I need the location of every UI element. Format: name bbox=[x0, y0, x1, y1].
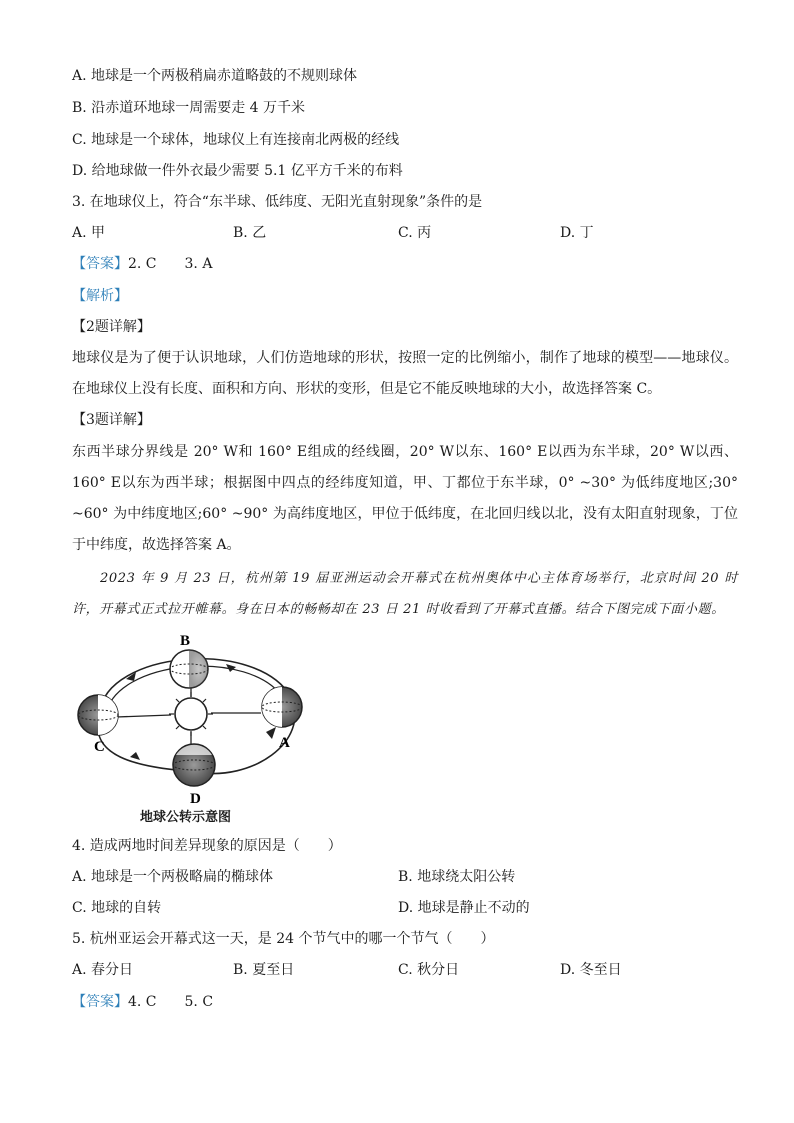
q2-option-d: D. 给地球做一件外衣最少需要 5.1 亿平方千米的布料 bbox=[72, 163, 403, 179]
intro-paragraph: 2023 年 9 月 23 日，杭州第 19 届亚洲运动会开幕式在杭州奥体中心主体育场举行，北京时间 20 时许，开幕式正式拉开帷幕。身在日本的畅畅却在 23 日 21 时收看到了开幕式直播。结合下图完成下面小题。 bbox=[72, 571, 738, 617]
q2-option-c: C. 地球是一个球体，地球仪上有连接南北两极的经线 bbox=[72, 132, 400, 148]
q5-stem: 5. 杭州亚运会开幕式这一天，是 24 个节气中的哪一个节气（ ） bbox=[72, 931, 495, 947]
earth-a bbox=[262, 687, 302, 727]
label-a: A bbox=[279, 735, 290, 751]
q2-option-b: B. 沿赤道环地球一周需要走 4 万千米 bbox=[72, 100, 305, 116]
answer-tag: 【答案】 bbox=[72, 994, 128, 1010]
q5-option-b: B. 夏至日 bbox=[233, 962, 295, 978]
detail-3-tag: 【3题详解】 bbox=[72, 412, 151, 428]
answer-text: 4. C 5. C bbox=[128, 994, 214, 1010]
figure-caption: 地球公转示意图 bbox=[140, 810, 232, 825]
q3-stem: 3. 在地球仪上，符合“东半球、低纬度、无阳光直射现象”条件的是 bbox=[72, 194, 483, 210]
q5-option-d: D. 冬至日 bbox=[560, 962, 622, 978]
label-d: D bbox=[190, 791, 201, 807]
q3-option-d: D. 丁 bbox=[560, 225, 594, 241]
label-c: C bbox=[94, 739, 105, 755]
earth-b bbox=[170, 650, 208, 688]
answer-line-1 bbox=[72, 254, 738, 274]
q4-option-a: A. 地球是一个两极略扁的椭球体 bbox=[72, 869, 274, 885]
earth-revolution-diagram bbox=[66, 627, 316, 827]
answer-text: 2. C 3. A bbox=[128, 256, 213, 272]
q5-option-a: A. 春分日 bbox=[72, 962, 134, 978]
q5-option-c: C. 秋分日 bbox=[398, 962, 460, 978]
sun-icon bbox=[169, 692, 213, 736]
label-b: B bbox=[180, 633, 191, 649]
answer-line-2 bbox=[72, 992, 738, 1012]
q3-option-b: B. 乙 bbox=[233, 225, 267, 241]
detail-2-tag: 【2题详解】 bbox=[72, 319, 151, 335]
q4-option-d: D. 地球是静止不动的 bbox=[398, 900, 530, 916]
answer-tag: 【答案】 bbox=[72, 256, 128, 272]
q3-option-a: A. 甲 bbox=[72, 225, 106, 241]
analysis-tag: 【解析】 bbox=[72, 288, 128, 304]
q4-stem: 4. 造成两地时间差异现象的原因是（ ） bbox=[72, 838, 342, 854]
q4-option-b: B. 地球绕太阳公转 bbox=[398, 869, 516, 885]
earth-c bbox=[78, 695, 118, 735]
detail-2-text: 地球仪是为了便于认识地球，人们仿造地球的形状，按照一定的比例缩小，制作了地球的模型——地球仪。在地球仪上没有长度、面积和方向、形状的变形，但是它不能反映地球的大小，故选择答案 C。 bbox=[72, 350, 738, 397]
detail-3-text: 东西半球分界线是 20° W和 160° E组成的经线圈，20° W以东、160° E以西为东半球，20° W以西、160° E以东为西半球；根据图中四点的经纬度知道，甲、丁都位于东半球，0° ~30° 为低纬度地区;30° ~60° 为中纬度地区;60° ~90° 为高纬度地区，甲位于低纬度，在北回归线以北，没有太阳直射现象，丁位于中纬度，故选择答案 A。 bbox=[72, 444, 738, 553]
earth-d bbox=[173, 744, 215, 786]
q4-option-c: C. 地球的自转 bbox=[72, 900, 162, 916]
q3-option-c: C. 丙 bbox=[398, 225, 432, 241]
q2-option-a: A. 地球是一个两极稍扁赤道略鼓的不规则球体 bbox=[72, 68, 358, 84]
